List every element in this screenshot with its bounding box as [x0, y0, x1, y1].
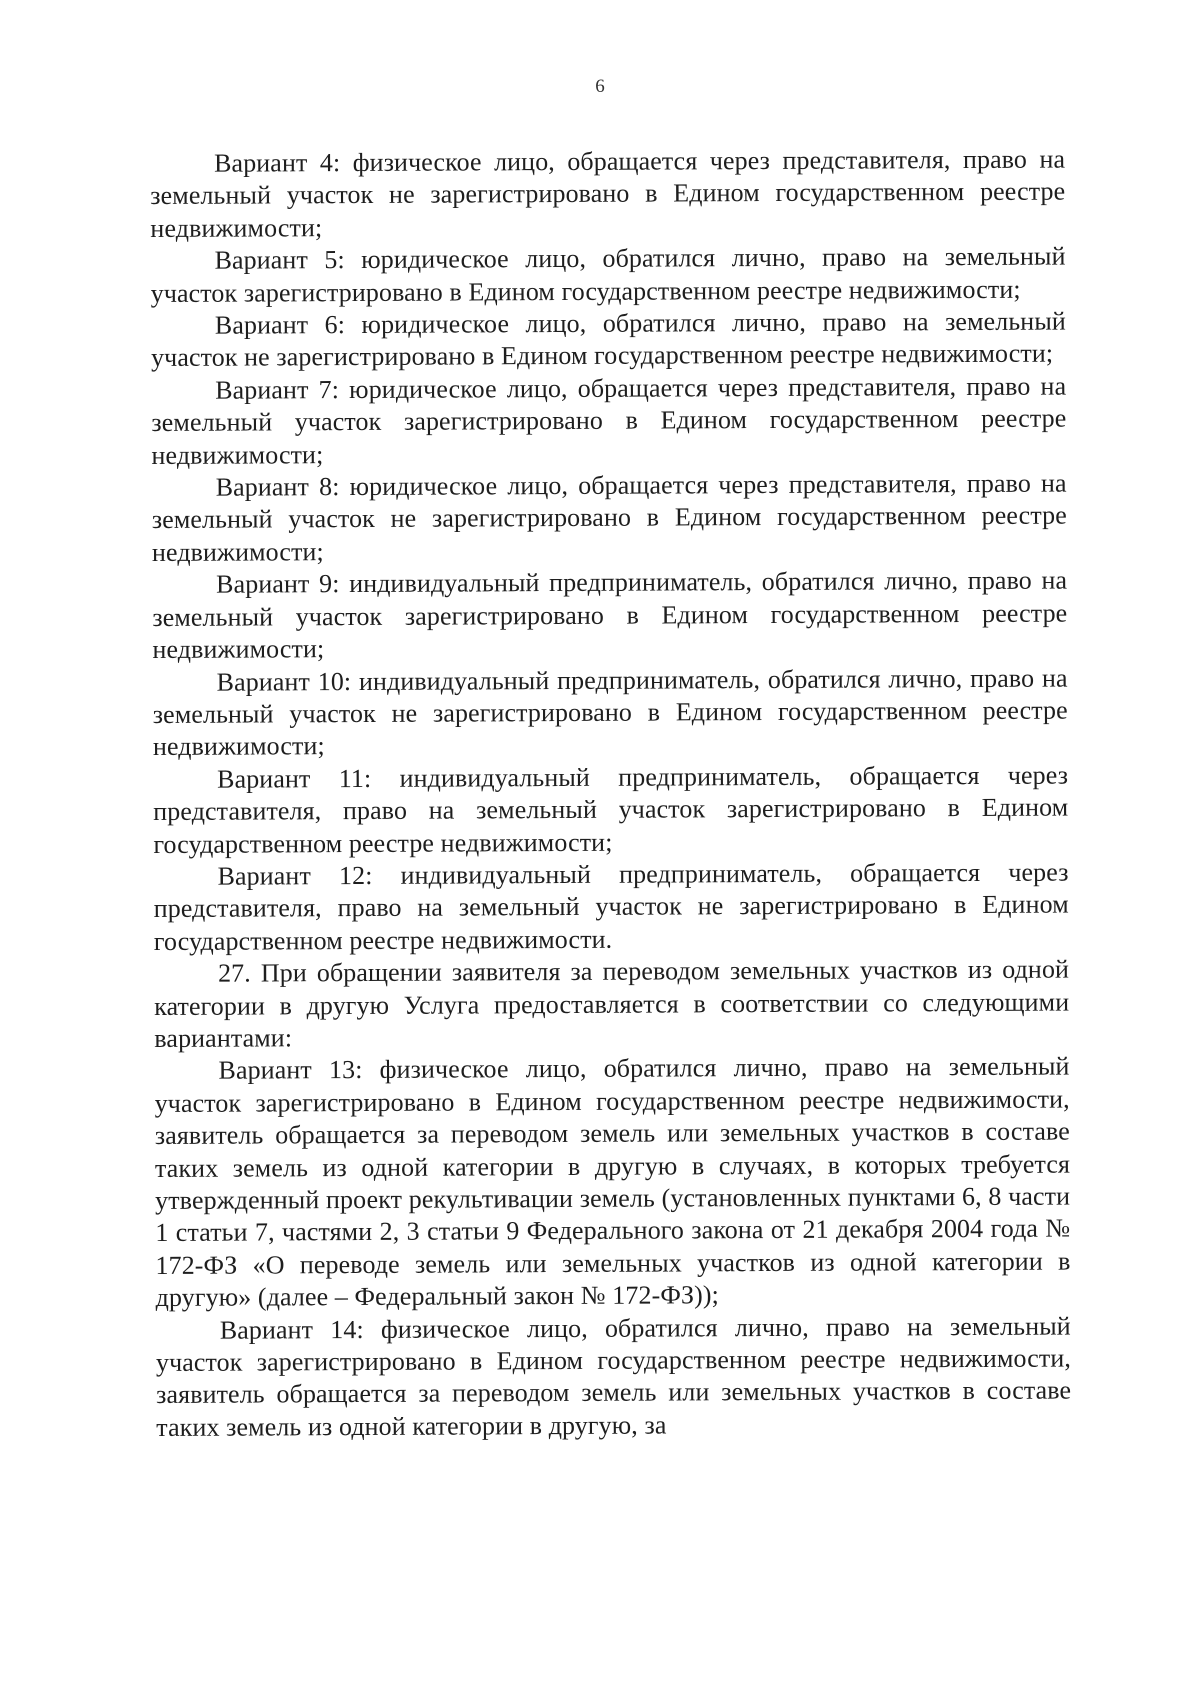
- paragraph-variant-12: Вариант 12: индивидуальный предприниматель, обращается через представителя, право на земельный участок не зарегистрировано в Едином государственном реестре недвижимости.: [153, 857, 1069, 956]
- page-number: 6: [595, 76, 605, 97]
- paragraph-variant-14: Вариант 14: физическое лицо, обратился лично, право на земельный участок зарегистрировано в Едином государственном реестре недвижимости, заявитель обращается за переводом земель или земельных участков в составе таких земель из одной категории в другую, за: [155, 1311, 1072, 1442]
- paragraph-variant-9: Вариант 9: индивидуальный предприниматель, обратился лично, право на земельный участок зарегистрировано в Едином государственном реестре недвижимости;: [152, 565, 1068, 665]
- paragraph-variant-4: Вариант 4: физическое лицо, обращается через представителя, право на земельный участок не зарегистрировано в Едином государственном реестре недвижимости;: [150, 144, 1066, 243]
- paragraph-variant-7: Вариант 7: юридическое лицо, обращается через представителя, право на земельный участок зарегистрировано в Едином государственном реестре недвижимости;: [151, 371, 1067, 470]
- paragraph-section-27: 27. При обращении заявителя за переводом земельных участков из одной категории в другую Услуга предоставляется в соответствии со следующими вариантами:: [154, 954, 1070, 1053]
- document-body: [150, 144, 1071, 1445]
- paragraph-variant-8: Вариант 8: юридическое лицо, обращается через представителя, право на земельный участок не зарегистрировано в Едином государственном реестре недвижимости;: [151, 468, 1067, 567]
- paragraph-variant-6: Вариант 6: юридическое лицо, обратился лично, право на земельный участок не зарегистрировано в Едином государственном реестре недвижимости;: [150, 306, 1066, 373]
- paragraph-variant-10: Вариант 10: индивидуальный предприниматель, обратился лично, право на земельный участок не зарегистрировано в Едином государственном реестре недвижимости;: [152, 663, 1068, 762]
- paragraph-variant-5: Вариант 5: юридическое лицо, обратился лично, право на земельный участок зарегистрировано в Едином государственном реестре недвижимости;: [150, 241, 1066, 308]
- paragraph-variant-11: Вариант 11: индивидуальный предприниматель, обращается через представителя, право на земельный участок зарегистрировано в Едином государственном реестре недвижимости;: [153, 760, 1069, 859]
- paragraph-variant-13: Вариант 13: физическое лицо, обратился лично, право на земельный участок зарегистрировано в Едином государственном реестре недвижимости, заявитель обращается за переводом земель или земельных участков в составе таких земель из одной категории в другую в случаях, в которых требуется утвержденный проект рекультивации земель (установленных пунктами 6, 8 части 1 статьи 7, частями 2, 3 статьи 9 Федерального закона от 21 декабря 2004 года № 172-ФЗ «О переводе земель или земельных участков из одной категории в другую» (далее – Федеральный закон № 172-ФЗ));: [154, 1051, 1071, 1313]
